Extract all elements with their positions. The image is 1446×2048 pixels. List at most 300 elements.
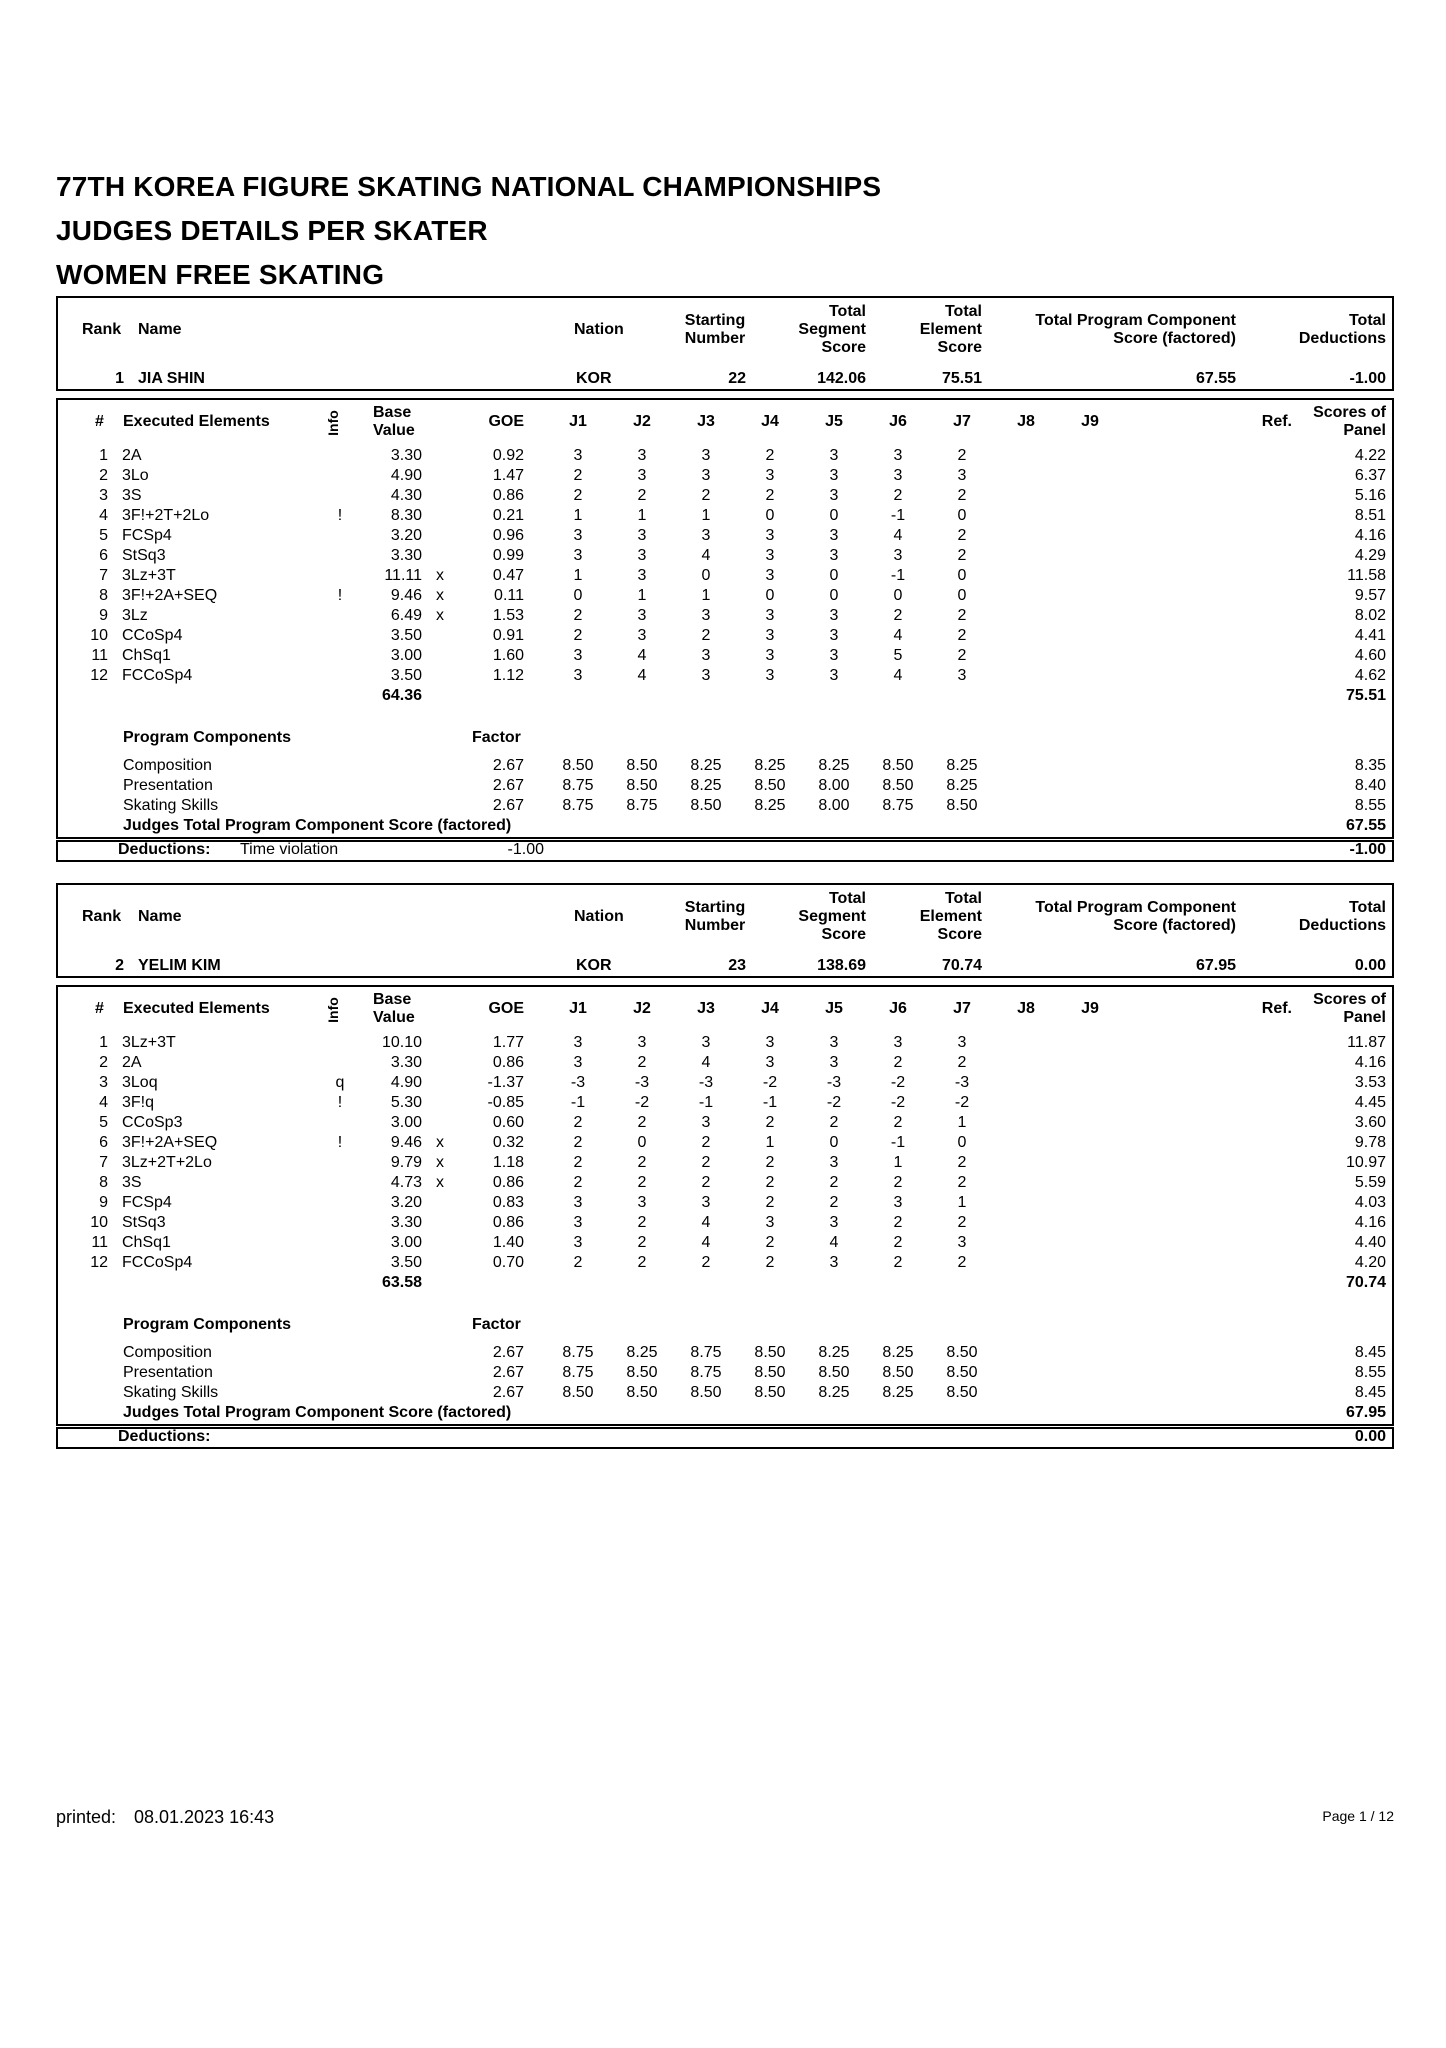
- header-starting-label: Starting: [684, 312, 746, 329]
- element-row-number: 7: [99, 567, 108, 584]
- element-judge-score: 2: [957, 1174, 967, 1191]
- element-row-number: 12: [90, 1254, 108, 1271]
- element-base-value: 5.30: [390, 1094, 422, 1111]
- element-code: StSq3: [122, 547, 166, 564]
- element-bonus-mark: x: [436, 607, 444, 624]
- element-panel-score: 10.97: [1345, 1154, 1386, 1171]
- element-bonus-mark: x: [436, 587, 444, 604]
- element-judge-score: 4: [893, 667, 903, 684]
- judge-label-j2: J2: [633, 1000, 651, 1017]
- element-code: 3F!+2A+SEQ: [122, 1134, 218, 1151]
- element-base-value: 3.50: [390, 667, 422, 684]
- element-judge-score: 2: [893, 1114, 903, 1131]
- element-judge-score: 2: [957, 1154, 967, 1171]
- element-judge-score: 3: [829, 1154, 839, 1171]
- page-title-2: JUDGES DETAILS PER SKATER: [56, 215, 488, 246]
- element-judge-score: -3: [570, 1074, 586, 1091]
- skater-nation: KOR: [576, 957, 612, 974]
- deductions-label: Deductions:: [118, 1428, 211, 1445]
- printed-label: printed:: [56, 1807, 117, 1827]
- header-tes-label: Score: [937, 339, 982, 356]
- element-judge-score: 3: [829, 1214, 839, 1231]
- elements-goe-label: GOE: [488, 413, 524, 430]
- element-goe: 0.86: [492, 487, 524, 504]
- element-judge-score: 2: [893, 1174, 903, 1191]
- component-judge-score: 8.25: [818, 1384, 850, 1401]
- element-code: 3Lz+3T: [122, 1034, 176, 1051]
- elements-executed-label: Executed Elements: [123, 1000, 270, 1017]
- element-base-value: 4.30: [390, 487, 422, 504]
- deductions-total: 0.00: [1354, 1428, 1386, 1445]
- element-judge-score: 3: [765, 607, 775, 624]
- element-judge-score: 0: [829, 567, 839, 584]
- element-info: q: [335, 1074, 345, 1091]
- element-judge-score: 2: [637, 1254, 647, 1271]
- element-judge-score: 3: [765, 627, 775, 644]
- element-judge-score: 3: [765, 567, 775, 584]
- element-judge-score: 0: [893, 587, 903, 604]
- element-judge-score: 3: [829, 1034, 839, 1051]
- element-code: FCSp4: [122, 1194, 172, 1211]
- component-judge-score: 8.25: [754, 797, 786, 814]
- header-tss-label: Score: [821, 926, 866, 943]
- element-judge-score: -2: [826, 1094, 842, 1111]
- element-judge-score: 2: [765, 1114, 775, 1131]
- element-judge-score: 2: [893, 1054, 903, 1071]
- element-code: CCoSp3: [122, 1114, 183, 1131]
- element-judge-score: 3: [957, 467, 967, 484]
- header-pcs-label: Score (factored): [1113, 917, 1236, 934]
- element-row-number: 8: [99, 587, 108, 604]
- component-panel-score: 8.35: [1354, 757, 1386, 774]
- header-tss-label: Total: [828, 303, 866, 320]
- element-judge-score: 0: [701, 567, 711, 584]
- element-code: 3Lz: [122, 607, 148, 624]
- element-row-number: 10: [90, 1214, 108, 1231]
- skater-start-number: 23: [728, 957, 746, 974]
- element-judge-score: 2: [637, 1154, 647, 1171]
- element-judge-score: 2: [893, 1254, 903, 1271]
- component-judge-score: 8.25: [754, 757, 786, 774]
- component-judge-score: 8.25: [882, 1384, 914, 1401]
- elements-base-label: Base: [373, 404, 412, 421]
- element-base-value: 10.10: [381, 1034, 422, 1051]
- element-goe: 1.53: [492, 607, 524, 624]
- judge-label-j1: J1: [569, 413, 587, 430]
- component-judge-score: 8.75: [562, 1344, 594, 1361]
- element-bonus-mark: x: [436, 1174, 444, 1191]
- element-panel-score: 4.16: [1354, 527, 1386, 544]
- base-value-total: 63.58: [381, 1274, 422, 1291]
- judge-label-j4: J4: [761, 1000, 779, 1017]
- component-name: Skating Skills: [123, 797, 219, 814]
- element-bonus-mark: x: [436, 567, 444, 584]
- element-judge-score: 2: [573, 1254, 583, 1271]
- element-row-number: 5: [99, 1114, 108, 1131]
- component-judge-score: 8.25: [690, 757, 722, 774]
- element-judge-score: 2: [701, 1254, 711, 1271]
- element-judge-score: 2: [637, 1114, 647, 1131]
- elements-executed-label: Executed Elements: [123, 413, 270, 430]
- element-panel-score: 4.20: [1354, 1254, 1386, 1271]
- element-judge-score: 2: [957, 1254, 967, 1271]
- element-judge-score: 4: [637, 667, 647, 684]
- element-judge-score: 3: [637, 1034, 647, 1051]
- deductions-total: -1.00: [1349, 841, 1386, 858]
- element-row-number: 11: [91, 647, 108, 664]
- element-score-total: 70.74: [1345, 1274, 1386, 1291]
- skater-pcs: 67.55: [1195, 370, 1236, 387]
- element-panel-score: 8.02: [1354, 607, 1386, 624]
- element-judge-score: 3: [573, 547, 583, 564]
- skater-tes: 75.51: [941, 370, 982, 387]
- judge-label-j8: J8: [1017, 413, 1035, 430]
- component-judge-score: 8.00: [818, 797, 850, 814]
- elements-num-label: #: [95, 1000, 104, 1017]
- skater-nation: KOR: [576, 370, 612, 387]
- component-judge-score: 8.50: [946, 1364, 978, 1381]
- element-judge-score: 3: [829, 667, 839, 684]
- element-judge-score: 0: [829, 1134, 839, 1151]
- element-judge-score: 4: [701, 1054, 711, 1071]
- element-base-value: 3.00: [390, 1114, 422, 1131]
- element-code: ChSq1: [122, 1234, 171, 1251]
- element-judge-score: 5: [893, 647, 903, 664]
- element-judge-score: -3: [954, 1074, 970, 1091]
- element-judge-score: 4: [701, 547, 711, 564]
- element-goe: 0.86: [492, 1174, 524, 1191]
- header-tes-label: Score: [937, 926, 982, 943]
- component-factor: 2.67: [492, 1364, 524, 1381]
- element-goe: -1.37: [487, 1074, 524, 1091]
- element-goe: 0.99: [492, 547, 524, 564]
- component-judge-score: 8.50: [562, 757, 594, 774]
- element-judge-score: 3: [829, 447, 839, 464]
- element-score-total: 75.51: [1345, 687, 1386, 704]
- element-judge-score: 3: [957, 1034, 967, 1051]
- element-panel-score: 3.60: [1354, 1114, 1386, 1131]
- element-judge-score: 3: [637, 627, 647, 644]
- skater-tss: 142.06: [817, 370, 866, 387]
- element-judge-score: -3: [698, 1074, 714, 1091]
- element-judge-score: -1: [762, 1094, 778, 1111]
- element-panel-score: 4.60: [1354, 647, 1386, 664]
- judge-label-j3: J3: [697, 1000, 715, 1017]
- element-judge-score: 1: [701, 507, 711, 524]
- element-judge-score: 2: [957, 647, 967, 664]
- component-judge-score: 8.75: [690, 1364, 722, 1381]
- element-judge-score: 0: [765, 587, 775, 604]
- deduction-value: -1.00: [507, 841, 544, 858]
- element-base-value: 3.30: [390, 547, 422, 564]
- element-judge-score: 2: [957, 487, 967, 504]
- element-judge-score: -1: [890, 567, 906, 584]
- element-code: 3Lz+3T: [122, 567, 176, 584]
- element-goe: 0.86: [492, 1214, 524, 1231]
- element-judge-score: 1: [701, 587, 711, 604]
- element-goe: 1.60: [492, 647, 524, 664]
- element-base-value: 3.50: [390, 1254, 422, 1271]
- element-panel-score: 4.16: [1354, 1214, 1386, 1231]
- header-pcs-label: Total Program Component: [1035, 312, 1236, 329]
- element-base-value: 8.30: [390, 507, 422, 524]
- element-code: FCCoSp4: [122, 1254, 193, 1271]
- element-judge-score: 2: [765, 447, 775, 464]
- element-goe: -0.85: [487, 1094, 524, 1111]
- component-judge-score: 8.25: [690, 777, 722, 794]
- element-base-value: 9.79: [390, 1154, 422, 1171]
- judge-label-j7: J7: [953, 1000, 971, 1017]
- judge-label-j5: J5: [825, 413, 843, 430]
- element-code: 3S: [122, 1174, 142, 1191]
- element-row-number: 2: [99, 467, 108, 484]
- component-factor: 2.67: [492, 757, 524, 774]
- element-judge-score: 0: [829, 587, 839, 604]
- element-judge-score: 3: [637, 607, 647, 624]
- element-judge-score: 3: [893, 1034, 903, 1051]
- element-row-number: 9: [99, 1194, 108, 1211]
- element-base-value: 4.90: [390, 467, 422, 484]
- element-judge-score: 3: [829, 467, 839, 484]
- element-row-number: 4: [99, 1094, 108, 1111]
- skater-name: JIA SHIN: [138, 370, 205, 387]
- component-judge-score: 8.75: [562, 797, 594, 814]
- elements-panel-label: Scores of: [1313, 991, 1386, 1008]
- element-judge-score: -2: [762, 1074, 778, 1091]
- element-judge-score: 3: [701, 1194, 711, 1211]
- element-code: 3Lz+2T+2Lo: [122, 1154, 212, 1171]
- element-judge-score: 2: [573, 467, 583, 484]
- element-judge-score: 4: [893, 627, 903, 644]
- element-row-number: 6: [99, 547, 108, 564]
- element-panel-score: 9.78: [1354, 1134, 1386, 1151]
- skater-start-number: 22: [728, 370, 746, 387]
- component-judge-score: 8.50: [754, 1364, 786, 1381]
- component-judge-score: 8.50: [754, 1384, 786, 1401]
- deductions-label: Deductions:: [118, 841, 211, 858]
- element-judge-score: 3: [829, 647, 839, 664]
- header-ded-label: Total: [1348, 312, 1386, 329]
- element-judge-score: 3: [573, 527, 583, 544]
- element-judge-score: 2: [573, 1154, 583, 1171]
- judge-label-j8: J8: [1017, 1000, 1035, 1017]
- page-number: Page 1 / 12: [1322, 1808, 1394, 1824]
- element-judge-score: 3: [829, 487, 839, 504]
- element-panel-score: 5.59: [1354, 1174, 1386, 1191]
- header-tss-label: Segment: [798, 321, 866, 338]
- element-goe: 0.21: [492, 507, 524, 524]
- header-starting-label: Number: [684, 330, 746, 347]
- element-judge-score: -1: [890, 507, 906, 524]
- element-code: 3S: [122, 487, 142, 504]
- element-code: 3F!q: [122, 1094, 155, 1111]
- element-judge-score: 3: [573, 1214, 583, 1231]
- element-judge-score: 3: [701, 607, 711, 624]
- element-panel-score: 11.58: [1347, 567, 1386, 584]
- element-judge-score: 2: [573, 607, 583, 624]
- component-panel-score: 8.55: [1354, 1364, 1386, 1381]
- component-judge-score: 8.25: [882, 1344, 914, 1361]
- component-name: Skating Skills: [123, 1384, 219, 1401]
- element-judge-score: 4: [701, 1234, 711, 1251]
- component-factor: 2.67: [492, 1384, 524, 1401]
- header-pcs-label: Total Program Component: [1035, 899, 1236, 916]
- page-title-1: 77TH KOREA FIGURE SKATING NATIONAL CHAMPIONSHIPS: [56, 171, 882, 202]
- pcs-total: 67.95: [1345, 1404, 1386, 1421]
- judge-label-j7: J7: [953, 413, 971, 430]
- component-panel-score: 8.55: [1354, 797, 1386, 814]
- element-judge-score: 2: [637, 1174, 647, 1191]
- element-judge-score: 3: [957, 1234, 967, 1251]
- skater-name: YELIM KIM: [138, 957, 221, 974]
- element-judge-score: 2: [957, 607, 967, 624]
- element-judge-score: 2: [573, 627, 583, 644]
- judge-label-j6: J6: [889, 1000, 907, 1017]
- element-judge-score: -2: [634, 1094, 650, 1111]
- element-panel-score: 4.29: [1354, 547, 1386, 564]
- elements-info-label: Info: [324, 410, 341, 436]
- element-judge-score: 2: [573, 1174, 583, 1191]
- element-judge-score: 0: [957, 587, 967, 604]
- element-judge-score: 3: [829, 607, 839, 624]
- header-ded-label: Deductions: [1298, 917, 1386, 934]
- element-judge-score: 3: [893, 547, 903, 564]
- program-components-heading: Program Components: [123, 729, 292, 746]
- component-judge-score: 8.50: [626, 777, 658, 794]
- component-factor: 2.67: [492, 797, 524, 814]
- component-judge-score: 8.25: [626, 1344, 658, 1361]
- component-judge-score: 8.75: [626, 797, 658, 814]
- element-panel-score: 4.62: [1354, 667, 1386, 684]
- element-goe: 0.70: [492, 1254, 524, 1271]
- skater-total-deductions: 0.00: [1354, 957, 1386, 974]
- element-row-number: 3: [99, 487, 108, 504]
- element-judge-score: 3: [829, 627, 839, 644]
- element-judge-score: 3: [573, 1194, 583, 1211]
- judge-label-j5: J5: [825, 1000, 843, 1017]
- judge-label-j6: J6: [889, 413, 907, 430]
- element-judge-score: 1: [893, 1154, 903, 1171]
- skater-rank: 2: [115, 957, 124, 974]
- element-code: 2A: [122, 1054, 142, 1071]
- element-row-number: 3: [99, 1074, 108, 1091]
- element-judge-score: 4: [829, 1234, 839, 1251]
- element-judge-score: 2: [829, 1174, 839, 1191]
- element-judge-score: 3: [829, 1254, 839, 1271]
- skater-tss: 138.69: [817, 957, 866, 974]
- element-code: 2A: [122, 447, 142, 464]
- element-judge-score: 3: [701, 447, 711, 464]
- element-panel-score: 5.16: [1354, 487, 1386, 504]
- element-judge-score: 0: [957, 1134, 967, 1151]
- elements-ref-label: Ref.: [1261, 413, 1292, 430]
- header-tss-label: Total: [828, 890, 866, 907]
- element-judge-score: 4: [637, 647, 647, 664]
- elements-panel-label: Panel: [1343, 1009, 1386, 1026]
- component-name: Composition: [123, 757, 212, 774]
- element-goe: 1.12: [492, 667, 524, 684]
- element-judge-score: 3: [765, 547, 775, 564]
- element-judge-score: 3: [573, 1034, 583, 1051]
- page-title-3: WOMEN FREE SKATING: [56, 259, 385, 290]
- element-base-value: 3.30: [390, 1214, 422, 1231]
- elements-base-label: Value: [373, 1009, 415, 1026]
- element-judge-score: 2: [765, 1254, 775, 1271]
- element-judge-score: 2: [765, 1154, 775, 1171]
- header-rank-label: Rank: [82, 321, 122, 338]
- element-judge-score: 3: [637, 447, 647, 464]
- element-judge-score: -1: [890, 1134, 906, 1151]
- element-goe: 0.91: [492, 627, 524, 644]
- element-judge-score: 2: [893, 1214, 903, 1231]
- component-judge-score: 8.50: [754, 1344, 786, 1361]
- element-judge-score: 2: [765, 487, 775, 504]
- header-tss-label: Segment: [798, 908, 866, 925]
- element-judge-score: 2: [765, 1174, 775, 1191]
- deduction-reason: Time violation: [240, 841, 339, 858]
- element-judge-score: 4: [893, 527, 903, 544]
- component-panel-score: 8.40: [1354, 777, 1386, 794]
- element-judge-score: 3: [893, 447, 903, 464]
- component-judge-score: 8.50: [626, 1364, 658, 1381]
- element-judge-score: 3: [573, 1054, 583, 1071]
- element-judge-score: 1: [765, 1134, 775, 1151]
- element-base-value: 9.46: [390, 587, 422, 604]
- component-judge-score: 8.25: [946, 757, 978, 774]
- element-code: CCoSp4: [122, 627, 183, 644]
- component-judge-score: 8.50: [818, 1364, 850, 1381]
- element-judge-score: 0: [957, 507, 967, 524]
- element-goe: 0.32: [492, 1134, 524, 1151]
- element-judge-score: 2: [957, 527, 967, 544]
- element-judge-score: 3: [573, 667, 583, 684]
- element-judge-score: 3: [573, 1234, 583, 1251]
- element-judge-score: 0: [637, 1134, 647, 1151]
- component-panel-score: 8.45: [1354, 1384, 1386, 1401]
- component-judge-score: 8.50: [946, 1384, 978, 1401]
- header-starting-label: Starting: [684, 899, 746, 916]
- element-judge-score: 3: [701, 1034, 711, 1051]
- element-judge-score: 2: [765, 1234, 775, 1251]
- element-base-value: 3.00: [390, 647, 422, 664]
- element-judge-score: 2: [957, 547, 967, 564]
- header-tss-label: Score: [821, 339, 866, 356]
- element-panel-score: 3.53: [1354, 1074, 1386, 1091]
- judge-label-j1: J1: [569, 1000, 587, 1017]
- component-judge-score: 8.50: [946, 1344, 978, 1361]
- element-panel-score: 4.45: [1354, 1094, 1386, 1111]
- element-base-value: 6.49: [390, 607, 422, 624]
- header-rank-label: Rank: [82, 908, 122, 925]
- elements-base-label: Value: [373, 422, 415, 439]
- element-base-value: 9.46: [390, 1134, 422, 1151]
- component-judge-score: 8.50: [690, 1384, 722, 1401]
- header-nation-label: Nation: [574, 908, 624, 925]
- element-code: FCCoSp4: [122, 667, 193, 684]
- element-judge-score: 3: [765, 647, 775, 664]
- element-judge-score: 3: [765, 1214, 775, 1231]
- element-judge-score: 2: [829, 1194, 839, 1211]
- element-row-number: 12: [90, 667, 108, 684]
- element-panel-score: 4.41: [1354, 627, 1386, 644]
- component-judge-score: 8.50: [754, 777, 786, 794]
- element-judge-score: 2: [573, 487, 583, 504]
- element-judge-score: -3: [826, 1074, 842, 1091]
- element-judge-score: 2: [637, 1214, 647, 1231]
- header-starting-label: Number: [684, 917, 746, 934]
- header-name-label: Name: [138, 321, 182, 338]
- element-judge-score: 2: [701, 487, 711, 504]
